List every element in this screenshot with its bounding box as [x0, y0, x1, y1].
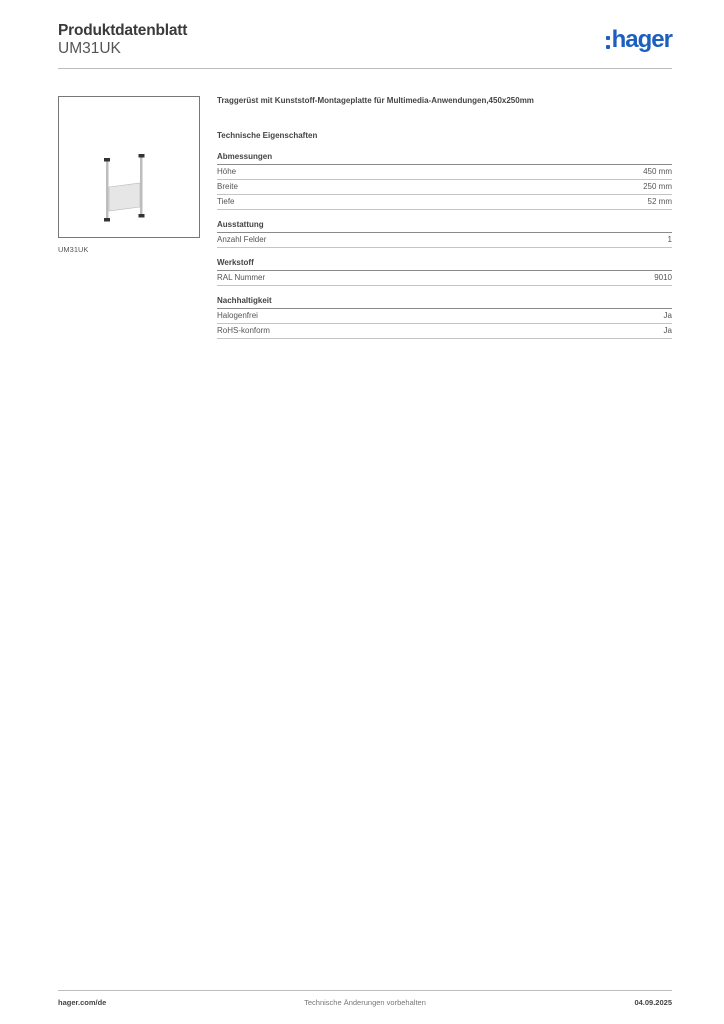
bracket-top-right — [139, 154, 145, 158]
frame-rail-right — [140, 155, 143, 217]
footer-divider — [58, 990, 672, 991]
section-title: Abmessungen — [217, 151, 672, 165]
image-caption: UM31UK — [58, 245, 89, 254]
frame-rail-left — [106, 159, 109, 221]
document-subtitle: UM31UK — [58, 40, 121, 57]
row-value: 250 mm — [643, 182, 672, 191]
row-value: Ja — [663, 311, 672, 320]
technical-properties-heading: Technische Eigenschaften — [217, 131, 318, 140]
row-value: 450 mm — [643, 167, 672, 176]
bracket-top-left — [104, 158, 110, 162]
section-dimensions — [217, 151, 672, 210]
row-label: Höhe — [217, 167, 237, 176]
product-details — [217, 94, 672, 339]
section-sustainability — [217, 295, 672, 339]
section-title: Ausstattung — [217, 219, 672, 233]
row-value: 9010 — [654, 273, 672, 282]
header-divider — [58, 68, 672, 69]
page-footer — [58, 998, 672, 1010]
product-image — [59, 97, 199, 237]
mounting-plate — [109, 183, 140, 211]
table-row — [217, 180, 672, 195]
row-value: 52 mm — [647, 197, 672, 206]
page-header — [58, 20, 672, 70]
row-label: Anzahl Felder — [217, 235, 267, 244]
footer-notice: Technische Änderungen vorbehalten — [304, 998, 426, 1007]
table-row — [217, 309, 672, 324]
footer-date: 04.09.2025 — [634, 998, 672, 1007]
section-title: Nachhaltigkeit — [217, 295, 672, 309]
section-equipment — [217, 219, 672, 248]
table-row — [217, 233, 672, 248]
bracket-bottom-right — [139, 214, 145, 218]
row-label: Halogenfrei — [217, 311, 258, 320]
row-value: 1 — [667, 235, 672, 244]
table-row — [217, 165, 672, 180]
product-description: Traggerüst mit Kunststoff-Montageplatte für Multimedia-Anwendungen,450x250mm — [217, 96, 534, 105]
product-image-frame — [58, 96, 200, 238]
row-label: Tiefe — [217, 197, 235, 206]
table-row — [217, 324, 672, 339]
row-label: RoHS-konform — [217, 326, 270, 335]
logo-dots-icon — [606, 36, 610, 49]
row-label: Breite — [217, 182, 238, 191]
section-material — [217, 257, 672, 286]
bracket-bottom-left — [104, 218, 110, 222]
hager-logo — [606, 28, 672, 52]
footer-website-link[interactable]: hager.com/de — [58, 998, 107, 1007]
document-title: Produktdatenblatt — [58, 22, 188, 39]
table-row — [217, 271, 672, 286]
row-label: RAL Nummer — [217, 273, 266, 282]
row-value: Ja — [663, 326, 672, 335]
logo-wordmark: hager — [611, 26, 672, 53]
section-title: Werkstoff — [217, 257, 672, 271]
table-row — [217, 195, 672, 210]
